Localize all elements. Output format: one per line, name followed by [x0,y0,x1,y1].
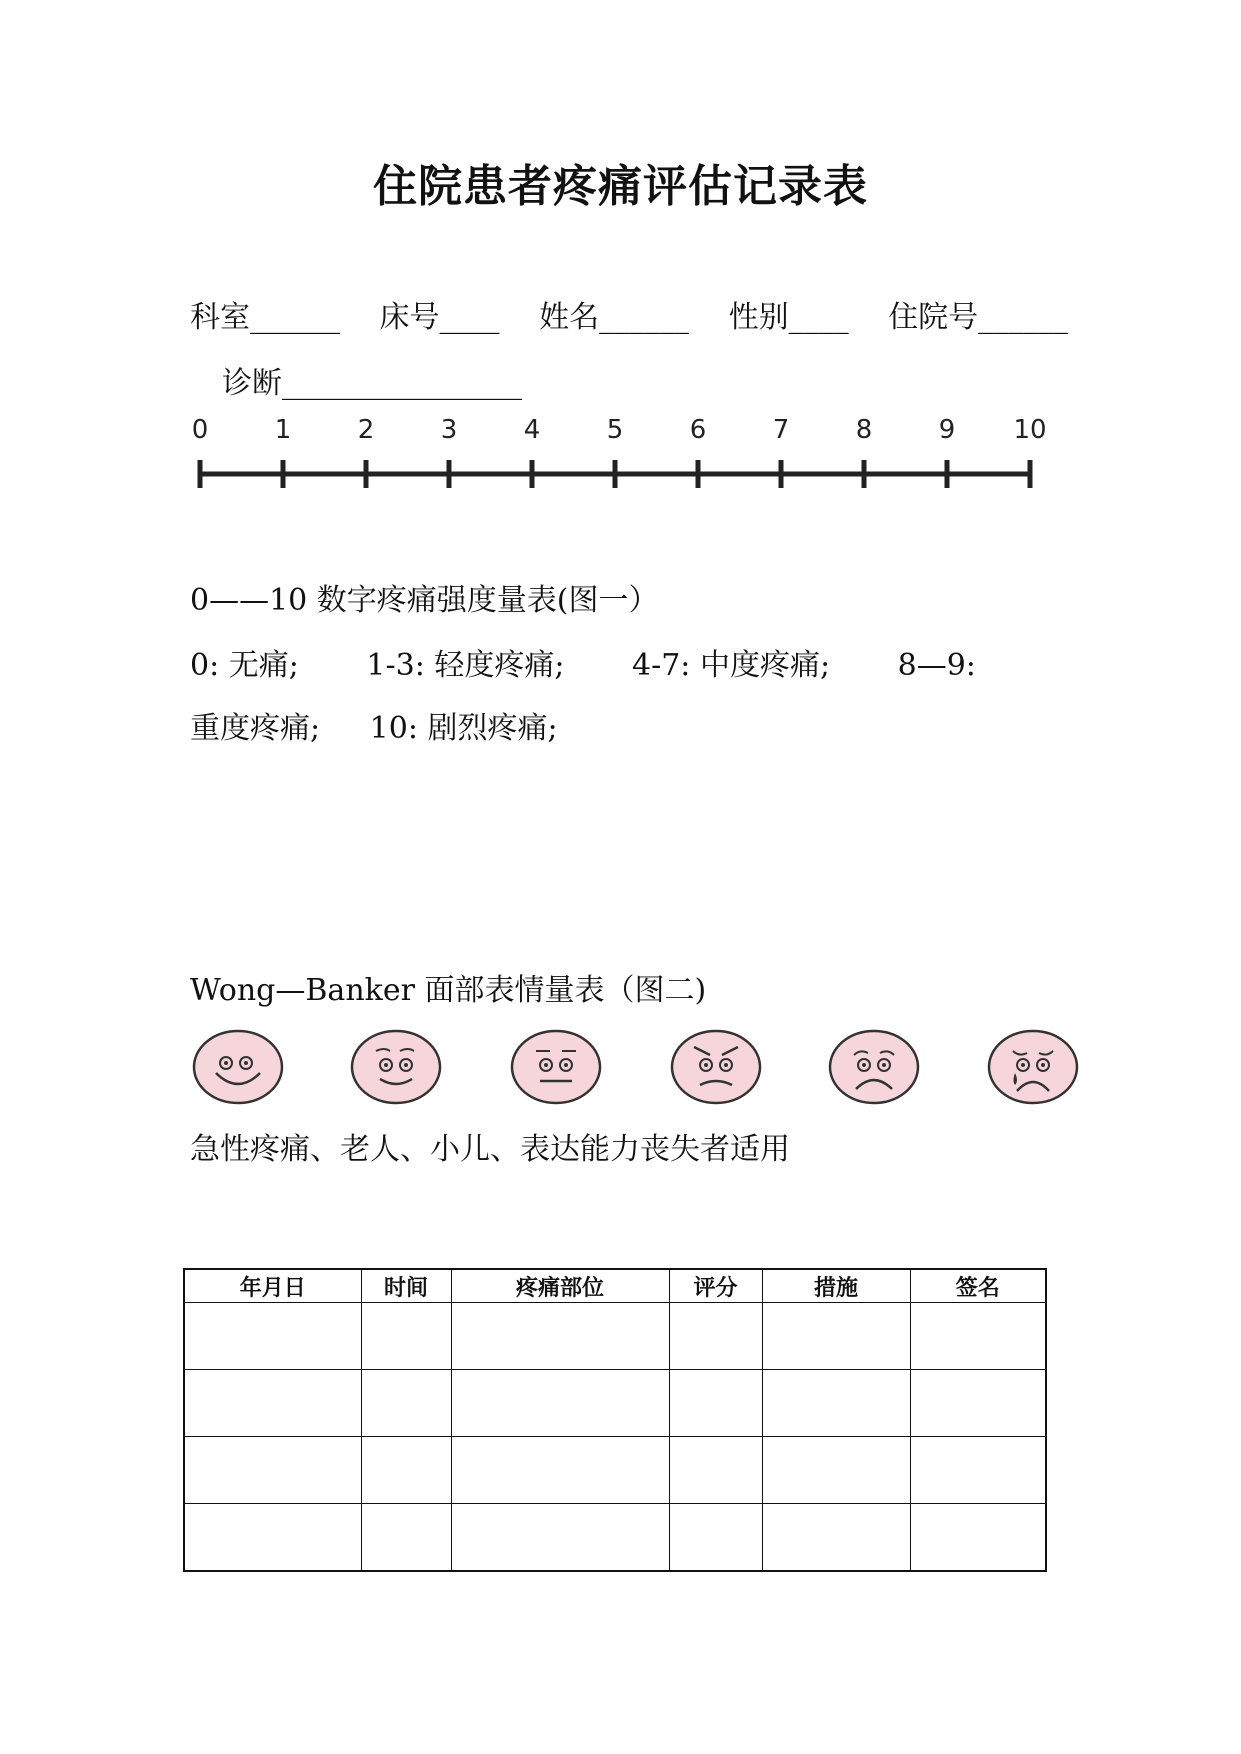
legend-severe: 重度疼痛; [190,711,321,746]
table-cell[interactable] [669,1303,762,1370]
table-cell[interactable] [361,1504,451,1572]
patient-info-row [190,292,1098,336]
nrs-tick-label: 7 [772,415,790,445]
nrs-caption: 0——10 数字疼痛强度量表(图一） [190,583,659,618]
col-time: 时间 [361,1269,451,1303]
admission-no-field[interactable]: 住院号______ [888,300,1069,335]
table-cell[interactable] [451,1303,669,1370]
table-cell[interactable] [361,1303,451,1370]
col-signature: 签名 [910,1269,1046,1303]
table-cell[interactable] [762,1504,910,1572]
face-frown-icon [668,1027,764,1107]
nrs-tick-label: 0 [191,415,209,445]
table-cell[interactable] [184,1437,361,1504]
table-cell[interactable] [669,1504,762,1572]
table-cell[interactable] [762,1303,910,1370]
page-title: 住院患者疼痛评估记录表 [373,161,868,212]
nrs-tick-label: 6 [689,415,707,445]
table-row [184,1437,1046,1504]
col-date: 年月日 [184,1269,361,1303]
face-sad-icon [826,1027,922,1107]
nrs-legend-line-1 [190,640,1034,684]
sex-field[interactable]: 性别____ [728,300,849,335]
nrs-tick-label: 2 [357,415,375,445]
table-cell[interactable] [184,1303,361,1370]
table-row [184,1370,1046,1437]
table-cell[interactable] [184,1504,361,1572]
face-crying-icon [985,1027,1081,1107]
table-cell[interactable] [910,1370,1046,1437]
nrs-tick-label: 10 [1013,415,1047,445]
table-header-row [184,1269,1046,1303]
nrs-legend-line-2 [190,703,598,747]
wong-baker-caption: Wong—Banker 面部表情量表（图二) [190,973,707,1008]
wong-baker-faces [190,1027,1090,1127]
table-cell[interactable] [910,1437,1046,1504]
table-cell[interactable] [910,1303,1046,1370]
numeric-rating-scale [180,408,1060,508]
legend-no-pain: 0: 无痛; [190,648,299,683]
table-cell[interactable] [361,1437,451,1504]
nrs-tick-label: 4 [523,415,541,445]
table-cell[interactable] [451,1504,669,1572]
bed-field[interactable]: 床号____ [379,300,500,335]
table-cell[interactable] [669,1370,762,1437]
legend-mild: 1-3: 轻度疼痛; [366,648,565,683]
dept-field[interactable]: 科室______ [190,300,340,335]
col-measures: 措施 [762,1269,910,1303]
name-field[interactable]: 姓名______ [539,300,690,335]
table-row [184,1504,1046,1572]
table-cell[interactable] [451,1370,669,1437]
pain-record-table [183,1268,1047,1572]
table-cell[interactable] [451,1437,669,1504]
table-cell[interactable] [361,1370,451,1437]
table-cell[interactable] [910,1504,1046,1572]
face-neutral-icon [508,1027,604,1107]
legend-extreme: 10: 剧烈疼痛; [369,711,558,746]
table-cell[interactable] [669,1437,762,1504]
nrs-tick-label: 1 [274,415,292,445]
table-cell[interactable] [762,1437,910,1504]
legend-severe-range: 8—9: [897,648,976,683]
diagnosis-field[interactable]: 诊断________________ [222,366,522,401]
nrs-tick-label: 3 [440,415,458,445]
face-smile-icon [190,1027,286,1107]
usage-note: 急性疼痛、老人、小儿、表达能力丧失者适用 [190,1132,790,1167]
nrs-tick-label: 8 [855,415,873,445]
face-slight-smile-icon [348,1027,444,1107]
col-pain-site: 疼痛部位 [451,1269,669,1303]
col-score: 评分 [669,1269,762,1303]
nrs-tick-label: 5 [606,415,624,445]
table-cell[interactable] [184,1370,361,1437]
nrs-tick-label: 9 [938,415,956,445]
table-cell[interactable] [762,1370,910,1437]
legend-moderate: 4-7: 中度疼痛; [632,648,831,683]
table-row [184,1303,1046,1370]
